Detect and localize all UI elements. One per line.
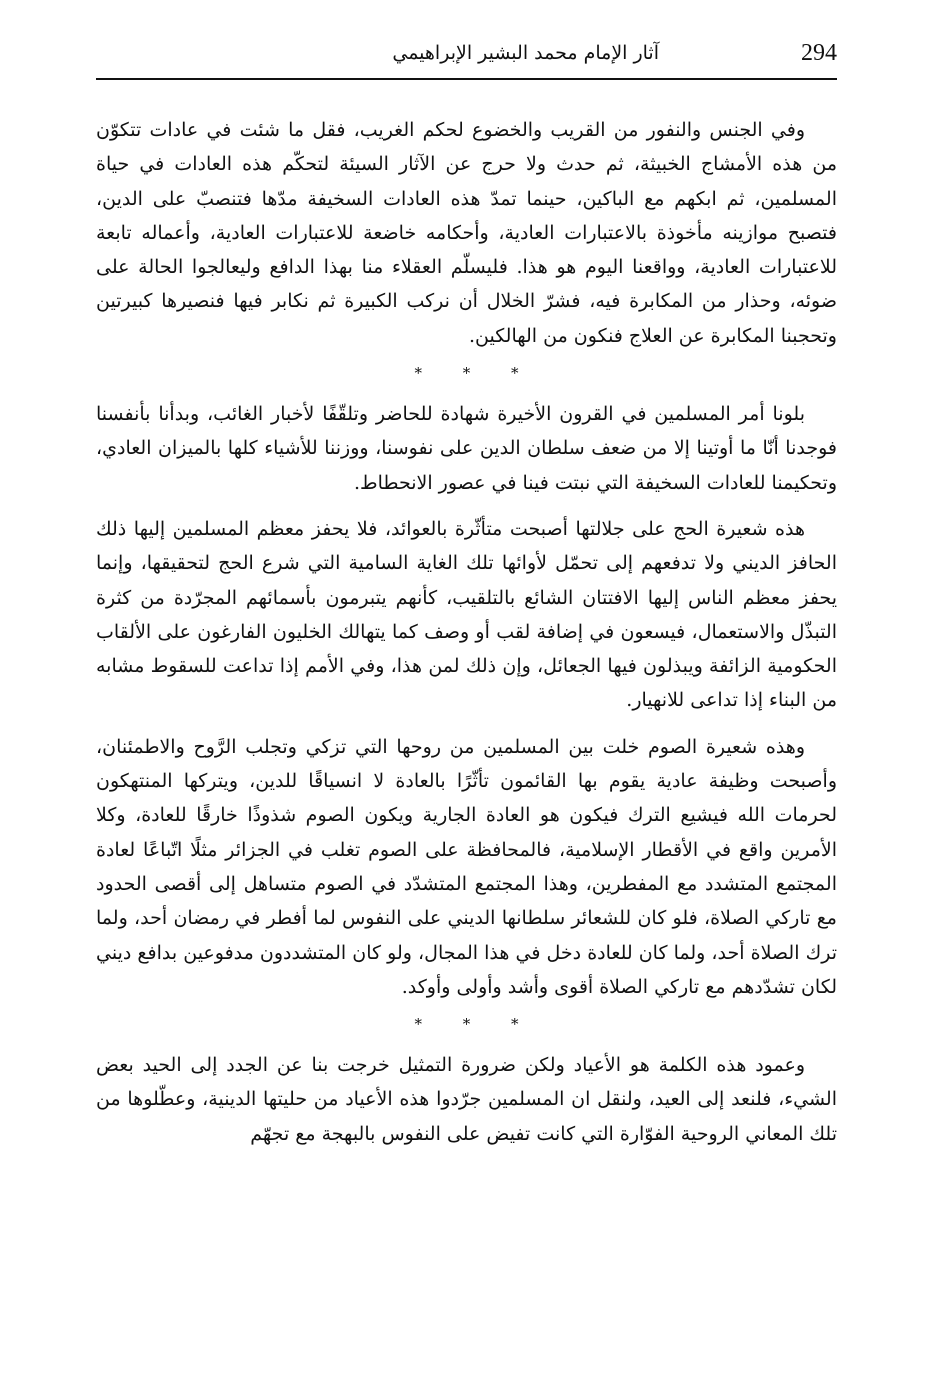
header-rule <box>96 78 837 80</box>
running-title: آثار الإمام محمد البشير الإبراهيمي <box>392 42 659 64</box>
paragraph-4: وهذه شعيرة الصوم خلت بين المسلمين من روحها التي تزكي وتجلب الرَّوح والاطمئنان، وأصبحت وظيفة عادية يقوم بها القائمون تأثّرًا بالعادة لا انسياقًا للدين، ويتركها المنتهكون لحرمات الله فيشيع الترك فيكون هو العادة الجارية ويكون الصوم شذوذًا خارقًا للعادة، وكلا الأمرين واقع في الأقطار الإسلامية، فالمحافظة على الصوم تغلب في الجزائر مثلًا اتّباعًا لعادة المجتمع المتشدد مع المفطرين، وهذا المجتمع المتشدّد في الصوم متساهل إلى أقصى الحدود مع تاركي الصلاة، فلو كان للشعائر سلطانها الديني على النفوس لما أفطر في رمضان أحد، ولما ترك الصلاة أحد، ولما كان للعادة دخل في هذا المجال، ولو كان المتشددون مدفوعين بدافع ديني لكان تشدّدهم مع تاركي الصلاة أقوى وأشد وأولى وأوكد. <box>96 735 837 998</box>
paragraph-5: وعمود هذه الكلمة هو الأعياد ولكن ضرورة التمثيل خرجت بنا عن الجدد إلى الحيد بعض الشيء، فلنعد إلى العيد، ولنقل ان المسلمين جرّدوا هذه الأعياد من حليتها الدينية، وعطّلوها من تلك المعاني الروحية الفوّارة التي كانت تفيض على النفوس بالبهجة مع تجهّم <box>96 1054 837 1145</box>
paragraph-3: هذه شعيرة الحج على جلالتها أصبحت متأثّرة بالعوائد، فلا يحفز معظم المسلمين إليها ذلك الحافز الديني ولا تدفعهم إلى تحمّل لأوائها تلك الغاية السامية التي شرع الحج لتحقيقها، وإنما يحفز معظم الناس إليها الافتتان الشائع بالتلقيب، كأنهم يتبرمون بأسمائهم المجرّدة من كثرة التبذّل والاستعمال، فيسعون في إضافة لقب أو وصف كما يتهالك الخليون الفارغون على الألقاب الحكومية الزائفة ويبذلون فيها الجعائل، وإن ذلك لمن هذا، وفي الأمم إذا تداعت للسقوط مشابه من البناء إذا تداعى للانهيار. <box>96 517 837 712</box>
page-number: 294 <box>801 40 837 66</box>
paragraph-2: بلونا أمر المسلمين في القرون الأخيرة شهادة للحاضر وتلقّفًا لأخبار الغائب، وبدأنا بأنفسنا فوجدنا أنّا ما أوتينا إلا من ضعف سلطان الدين على نفوسنا، ووزننا للأشياء كلها بالميزان العادي، وتحكيمنا للعادات السخيفة التي نبتت فينا في عصور الانحطاط. <box>96 403 837 494</box>
section-separator-1: * * * <box>414 364 537 383</box>
section-separator-2: * * * <box>414 1015 537 1034</box>
paragraph-1: وفي الجنس والنفور من القريب والخضوع لحكم الغريب، فقل ما شئت في عادات تتكوّن من هذه الأمشاج الخبيثة، ثم حدث ولا حرج عن الآثار السيئة لتحكّم هذه العادات في حياة المسلمين، ثم ابكهم مع الباكين، حينما تمدّ هذه العادات السخيفة مدّها فتنصبّ على الدين، فتصبح موازينه مأخوذة بالاعتبارات العادية، وأحكامه خاضعة للاعتبارات العادية، وأعماله تابعة للاعتبارات العادية، وواقعنا اليوم هو هذا. فليسلّم العقلاء منا بهذا الدافع وليعالجوا الحالة على ضوئه، وحذار من المكابرة فيه، فشرّ الخلال أن نركب الكبيرة ثم نكابر فيها فنصيرها كبيرتين وتحجبنا المكابرة عن العلاج فنكون من الهالكين. <box>96 119 837 347</box>
page-header <box>96 38 837 80</box>
page-body <box>96 113 837 1151</box>
